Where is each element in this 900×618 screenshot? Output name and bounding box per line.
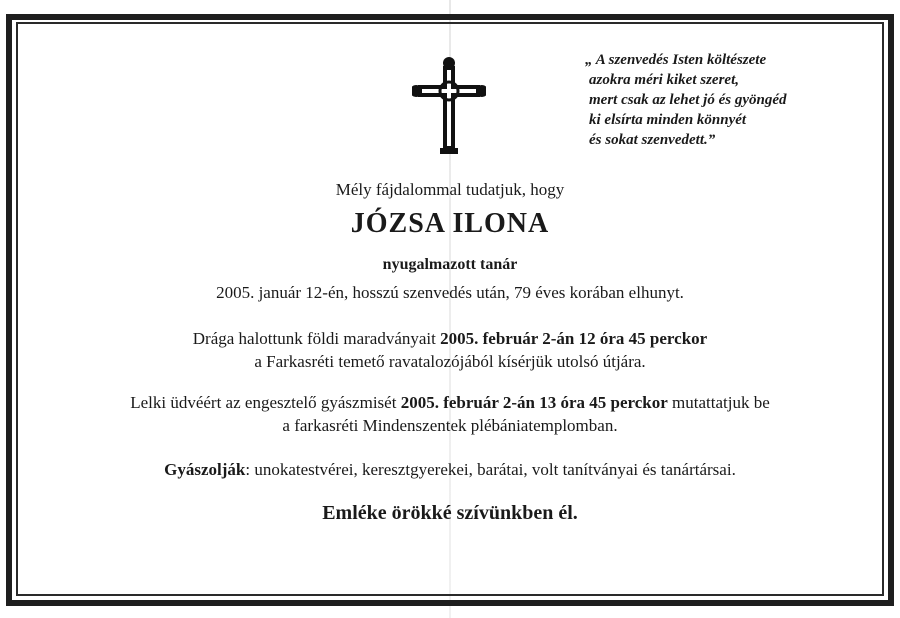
- quote-line: mert csak az lehet jó és gyöngéd: [589, 92, 787, 108]
- mass-line-1: [30, 391, 870, 414]
- mourners-text: : unokatestvérei, keresztgyerekei, barátai, volt tanítványai és tanártársai.: [245, 460, 736, 479]
- mourners-label: Gyászolják: [164, 460, 246, 479]
- mass-line-2: a farkasréti Mindenszentek plébániatemplomban.: [282, 416, 618, 435]
- cross-icon: [412, 56, 486, 156]
- deceased-name: JÓZSA ILONA: [350, 208, 550, 239]
- funeral-line-1: [30, 327, 870, 350]
- quote-line: ki elsírta minden könnyét: [589, 112, 747, 128]
- quote-line: „ A szenvedés Isten költészete: [585, 52, 767, 68]
- memory-line: Emléke örökké szívünkben él.: [322, 502, 578, 524]
- funeral-datetime: 2005. február 2-án 12 óra 45 perckor: [440, 329, 708, 348]
- deceased-title: nyugalmazott tanár: [382, 256, 518, 273]
- mass-datetime: 2005. február 2-án 13 óra 45 perckor: [400, 393, 668, 412]
- mourners-line: [30, 460, 870, 480]
- mass-text: Lelki üdvéért az engesztelő gyászmisét: [130, 393, 401, 412]
- quote-line: azokra méri kiket szeret,: [589, 72, 739, 88]
- mass-text-end: mutattatjuk be: [667, 393, 770, 412]
- quote-block: [585, 50, 855, 150]
- mass-paragraph: [30, 391, 870, 437]
- funeral-text: Drága halottunk földi maradványait: [192, 329, 441, 348]
- intro-text: Mély fájdalommal tudatjuk, hogy: [335, 180, 565, 199]
- funeral-line-2: a Farkasréti temető ravatalozójából kísérjük utolsó útjára.: [254, 352, 646, 371]
- quote-line: és sokat szenvedett.”: [589, 132, 716, 148]
- death-notice: 2005. január 12-én, hosszú szenvedés után, 79 éves korában elhunyt.: [216, 283, 684, 302]
- funeral-paragraph: [30, 327, 870, 373]
